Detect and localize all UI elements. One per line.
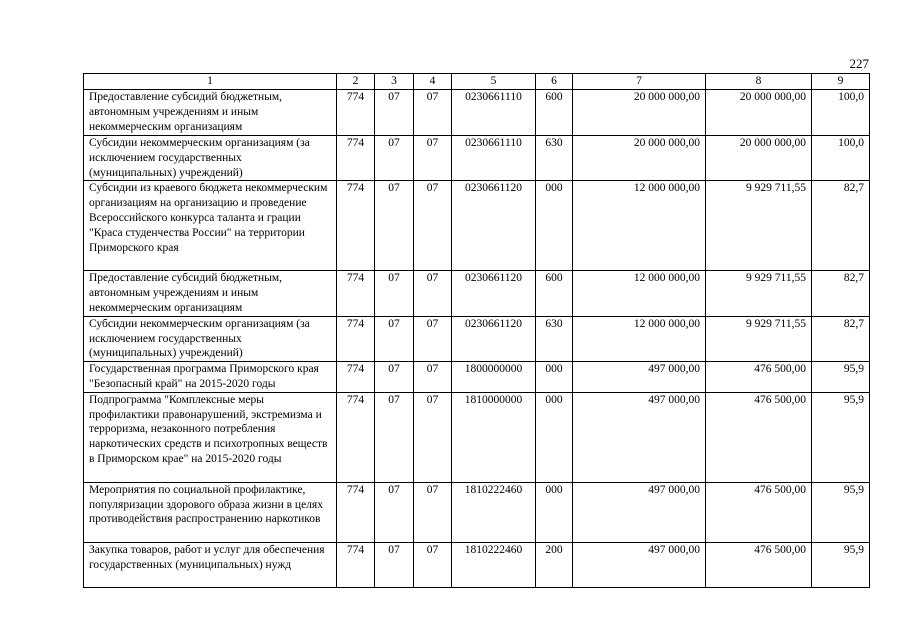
budget-table xyxy=(83,73,870,588)
row-ministry-code: 774 xyxy=(337,542,375,587)
column-header: 7 xyxy=(573,74,706,90)
row-percent: 95,9 xyxy=(812,362,870,393)
row-name: Закупка товаров, работ и услуг для обеспечения государственных (муниципальных) нужд xyxy=(84,542,337,587)
column-header: 9 xyxy=(812,74,870,90)
row-percent: 82,7 xyxy=(812,316,870,361)
row-name: Предоставление субсидий бюджетным, автономным учреждениям и иным некоммерческим организациям xyxy=(84,90,337,136)
row-actual-amount: 9 929 711,55 xyxy=(706,181,812,271)
row-actual-amount: 476 500,00 xyxy=(706,542,812,587)
table-row xyxy=(84,482,870,542)
row-target-code: 1810222460 xyxy=(452,482,536,542)
row-section-code: 07 xyxy=(375,136,414,181)
column-header: 3 xyxy=(375,74,414,90)
row-ministry-code: 774 xyxy=(337,482,375,542)
table-row xyxy=(84,271,870,316)
row-actual-amount: 476 500,00 xyxy=(706,482,812,542)
row-ministry-code: 774 xyxy=(337,362,375,393)
column-header: 1 xyxy=(84,74,337,90)
row-subsection-code: 07 xyxy=(414,316,452,361)
row-actual-amount: 9 929 711,55 xyxy=(706,316,812,361)
row-target-code: 1800000000 xyxy=(452,362,536,393)
row-planned-amount: 20 000 000,00 xyxy=(573,90,706,136)
row-name: Мероприятия по социальной профилактике, популяризации здорового образа жизни в целях противодействия распространению наркотиков xyxy=(84,482,337,542)
row-ministry-code: 774 xyxy=(337,181,375,271)
row-planned-amount: 497 000,00 xyxy=(573,482,706,542)
row-percent: 95,9 xyxy=(812,482,870,542)
row-planned-amount: 12 000 000,00 xyxy=(573,316,706,361)
row-target-code: 0230661110 xyxy=(452,90,536,136)
row-actual-amount: 476 500,00 xyxy=(706,392,812,482)
row-subsection-code: 07 xyxy=(414,362,452,393)
row-name: Субсидии некоммерческим организациям (за исключением государственных (муниципальных) учреждений) xyxy=(84,136,337,181)
row-planned-amount: 12 000 000,00 xyxy=(573,271,706,316)
row-section-code: 07 xyxy=(375,542,414,587)
row-planned-amount: 497 000,00 xyxy=(573,362,706,393)
row-section-code: 07 xyxy=(375,482,414,542)
row-percent: 100,0 xyxy=(812,90,870,136)
row-name: Субсидии из краевого бюджета некоммерческим организациям на организацию и проведение Всероссийского конкурса таланта и грации "Краса студенчества России" на территории Приморского края xyxy=(84,181,337,271)
row-percent: 95,9 xyxy=(812,542,870,587)
row-percent: 95,9 xyxy=(812,392,870,482)
table-row xyxy=(84,316,870,361)
row-actual-amount: 20 000 000,00 xyxy=(706,136,812,181)
table-row xyxy=(84,136,870,181)
row-planned-amount: 12 000 000,00 xyxy=(573,181,706,271)
row-subsection-code: 07 xyxy=(414,181,452,271)
row-name: Подпрограмма "Комплексные меры профилактики правонарушений, экстремизма и терроризма, незаконного потребления наркотических средств и психотропных веществ в Приморском крае" на 2015-2020 годы xyxy=(84,392,337,482)
row-target-code: 0230661120 xyxy=(452,271,536,316)
row-name: Государственная программа Приморского края "Безопасный край" на 2015-2020 годы xyxy=(84,362,337,393)
table-row xyxy=(84,90,870,136)
row-actual-amount: 20 000 000,00 xyxy=(706,90,812,136)
row-expense-type: 000 xyxy=(536,181,573,271)
row-expense-type: 630 xyxy=(536,136,573,181)
row-planned-amount: 497 000,00 xyxy=(573,542,706,587)
table-row xyxy=(84,392,870,482)
column-header: 6 xyxy=(536,74,573,90)
row-name: Предоставление субсидий бюджетным, автономным учреждениям и иным некоммерческим организациям xyxy=(84,271,337,316)
row-expense-type: 000 xyxy=(536,482,573,542)
row-ministry-code: 774 xyxy=(337,136,375,181)
row-target-code: 0230661120 xyxy=(452,316,536,361)
row-subsection-code: 07 xyxy=(414,542,452,587)
row-actual-amount: 9 929 711,55 xyxy=(706,271,812,316)
row-planned-amount: 20 000 000,00 xyxy=(573,136,706,181)
column-header: 8 xyxy=(706,74,812,90)
row-expense-type: 630 xyxy=(536,316,573,361)
row-percent: 82,7 xyxy=(812,181,870,271)
table-row xyxy=(84,362,870,393)
row-target-code: 1810222460 xyxy=(452,542,536,587)
column-header: 4 xyxy=(414,74,452,90)
row-percent: 82,7 xyxy=(812,271,870,316)
row-ministry-code: 774 xyxy=(337,90,375,136)
row-name: Субсидии некоммерческим организациям (за исключением государственных (муниципальных) учреждений) xyxy=(84,316,337,361)
row-section-code: 07 xyxy=(375,362,414,393)
row-subsection-code: 07 xyxy=(414,90,452,136)
row-section-code: 07 xyxy=(375,181,414,271)
row-ministry-code: 774 xyxy=(337,271,375,316)
row-section-code: 07 xyxy=(375,392,414,482)
column-header: 5 xyxy=(452,74,536,90)
row-subsection-code: 07 xyxy=(414,482,452,542)
row-expense-type: 000 xyxy=(536,362,573,393)
column-header: 2 xyxy=(337,74,375,90)
row-target-code: 0230661110 xyxy=(452,136,536,181)
row-expense-type: 000 xyxy=(536,392,573,482)
row-ministry-code: 774 xyxy=(337,316,375,361)
row-expense-type: 200 xyxy=(536,542,573,587)
row-target-code: 1810000000 xyxy=(452,392,536,482)
row-planned-amount: 497 000,00 xyxy=(573,392,706,482)
page-number: 227 xyxy=(849,56,869,71)
table-row xyxy=(84,542,870,587)
row-subsection-code: 07 xyxy=(414,392,452,482)
row-actual-amount: 476 500,00 xyxy=(706,362,812,393)
row-section-code: 07 xyxy=(375,90,414,136)
row-section-code: 07 xyxy=(375,316,414,361)
row-section-code: 07 xyxy=(375,271,414,316)
table-row xyxy=(84,181,870,271)
row-subsection-code: 07 xyxy=(414,271,452,316)
row-target-code: 0230661120 xyxy=(452,181,536,271)
row-ministry-code: 774 xyxy=(337,392,375,482)
row-expense-type: 600 xyxy=(536,90,573,136)
row-percent: 100,0 xyxy=(812,136,870,181)
row-expense-type: 600 xyxy=(536,271,573,316)
header-row xyxy=(84,74,870,90)
row-subsection-code: 07 xyxy=(414,136,452,181)
